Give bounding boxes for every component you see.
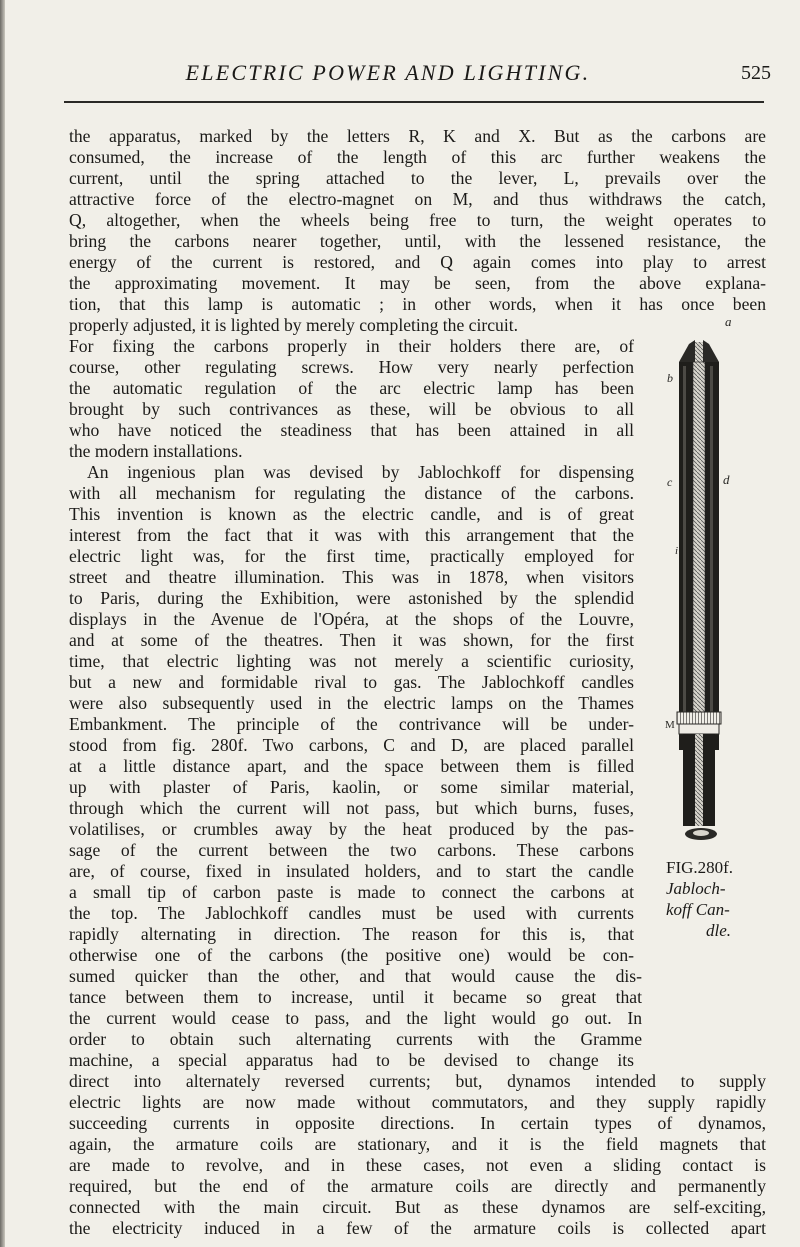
figure-label-d: d bbox=[723, 472, 730, 487]
figure-label-i: i bbox=[675, 545, 679, 557]
candle-carbon-right bbox=[705, 362, 719, 750]
figure-label-a: a bbox=[725, 314, 732, 329]
text-line: connected with the main circuit. But as these dynamos are self-exciting, bbox=[69, 1197, 766, 1217]
text-line: energy of the current is restored, and Q again comes into play to arrest bbox=[69, 252, 766, 272]
text-line: course, other regulating screws. How very nearly perfection bbox=[69, 357, 634, 377]
text-line: the approximating movement. It may be seen, from the above explana- bbox=[69, 273, 766, 293]
text-line: attractive force of the electro-magnet on M, and thus withdraws the catch, bbox=[69, 189, 766, 209]
text-line: and at some of the theatres. Then it was shown, for the first bbox=[69, 630, 634, 650]
running-title: ELECTRIC POWER AND LIGHTING. bbox=[185, 60, 591, 85]
text-line: were also subsequently used in the electric lamps on the Thames bbox=[69, 693, 634, 713]
text-line: otherwise one of the carbons (the positive one) would be con- bbox=[69, 945, 634, 965]
text-line: sage of the current between the two carbons. These carbons bbox=[69, 840, 634, 860]
page-edge-shadow bbox=[0, 0, 5, 1247]
text-line: street and theatre illumination. This was in 1878, when visitors bbox=[69, 567, 634, 587]
text-line: electric light was, for the first time, practically employed for bbox=[69, 546, 634, 566]
text-line: electric lights are now made without commutators, and they supply rapidly bbox=[69, 1092, 766, 1112]
text-line: Q, altogether, when the wheels being free to turn, the weight operates to bbox=[69, 210, 766, 230]
text-line: the modern installations. bbox=[69, 441, 243, 461]
candle-upper-tip bbox=[679, 340, 719, 362]
page-number: 525 bbox=[741, 62, 771, 84]
text-line: This invention is known as the electric candle, and is of great bbox=[69, 504, 634, 524]
text-line: Embankment. The principle of the contrivance will be under- bbox=[69, 714, 634, 734]
candle-base-cap bbox=[685, 828, 717, 840]
text-line: required, but the end of the armature coils are directly and permanently bbox=[69, 1176, 766, 1196]
text-line: direct into alternately reversed currents; but, dynamos intended to supply bbox=[69, 1071, 766, 1091]
text-line: time, that electric lighting was not merely a scientific curiosity, bbox=[69, 651, 634, 671]
figure-caption bbox=[666, 857, 766, 941]
candle-holder-clamp bbox=[677, 712, 721, 734]
text-line: at a little distance apart, and the space between them is filled bbox=[69, 756, 634, 776]
text-line: tance between them to increase, until it became so great that bbox=[69, 987, 642, 1007]
text-line: brought by such contrivances as these, will be obvious to all bbox=[69, 399, 634, 419]
text-line: current, until the spring attached to the lever, L, prevails over the bbox=[69, 168, 766, 188]
text-line: through which the current will not pass, but which burns, fuses, bbox=[69, 798, 634, 818]
text-line: sumed quicker than the other, and that would cause the dis- bbox=[69, 966, 642, 986]
text-line: rapidly alternating in direction. The reason for this is, that bbox=[69, 924, 634, 944]
text-line: the top. The Jablochkoff candles must be used with currents bbox=[69, 903, 634, 923]
figure-title-line-3: dle. bbox=[706, 921, 732, 940]
text-line: interest from the fact that it was with this arrangement that the bbox=[69, 525, 634, 545]
header-rule bbox=[64, 101, 764, 103]
figure-label-m: M bbox=[665, 719, 675, 731]
text-line: the electricity induced in a few of the armature coils is collected apart bbox=[69, 1218, 766, 1238]
text-line: machine, a special apparatus had to be devised to change its bbox=[69, 1050, 634, 1070]
figure-label-b: b bbox=[667, 371, 673, 385]
paragraph-first-line: An ingenious plan was devised by Jablochkoff for dispensing bbox=[87, 462, 634, 482]
text-line: tion, that this lamp is automatic ; in other words, when it has once been bbox=[69, 294, 766, 314]
text-line: succeeding currents in opposite directions. In certain types of dynamos, bbox=[69, 1113, 766, 1133]
text-line: are, of course, fixed in insulated holders, and to start the candle bbox=[69, 861, 634, 881]
candle-carbon-left bbox=[679, 362, 693, 750]
text-line: stood from fig. 280f. Two carbons, C and D, are placed parallel bbox=[69, 735, 634, 755]
candle-insulating-layer bbox=[693, 362, 705, 750]
text-line: properly adjusted, it is lighted by merely completing the circuit. bbox=[69, 315, 519, 335]
text-line: up with plaster of Paris, kaolin, or some similar material, bbox=[69, 777, 634, 797]
text-line: consumed, the increase of the length of this arc further weakens the bbox=[69, 147, 766, 167]
text-line: the apparatus, marked by the letters R, K and X. But as the carbons are bbox=[69, 126, 766, 146]
text-line: volatilises, or crumbles away by the heat produced by the pas- bbox=[69, 819, 634, 839]
text-line: again, the armature coils are stationary, and it is the field magnets that bbox=[69, 1134, 766, 1154]
text-line: but a new and formidable rival to gas. The Jablochkoff candles bbox=[69, 672, 634, 692]
text-line: to Paris, during the Exhibition, were astonished by the splendid bbox=[69, 588, 634, 608]
text-line: the current would cease to pass, and the light would go out. In bbox=[69, 1008, 642, 1028]
text-line: bring the carbons nearer together, until, with the lessened resistance, the bbox=[69, 231, 766, 251]
text-line: displays in the Avenue de l'Opéra, at the shops of the Louvre, bbox=[69, 609, 634, 629]
text-line: with all mechanism for regulating the distance of the carbons. bbox=[69, 483, 634, 503]
text-line: For fixing the carbons properly in their holders there are, of bbox=[69, 336, 634, 356]
text-line: who have noticed the steadiness that has been attained in all bbox=[69, 420, 634, 440]
text-line: the automatic regulation of the arc electric lamp has been bbox=[69, 378, 634, 398]
figure-title-line-2: koff Can- bbox=[666, 900, 730, 919]
figure-title-line-1: Jabloch- bbox=[666, 879, 726, 898]
text-line: a small tip of carbon paste is made to connect the carbons at bbox=[69, 882, 634, 902]
figure-number: FIG.280f. bbox=[666, 858, 734, 877]
jablochkoff-candle-figure bbox=[665, 300, 745, 840]
figure-label-c: c bbox=[667, 475, 673, 489]
text-line: order to obtain such alternating currents with the Gramme bbox=[69, 1029, 642, 1049]
text-line: are made to revolve, and in these cases, not even a sliding contact is bbox=[69, 1155, 766, 1175]
candle-base-rods bbox=[683, 734, 715, 826]
